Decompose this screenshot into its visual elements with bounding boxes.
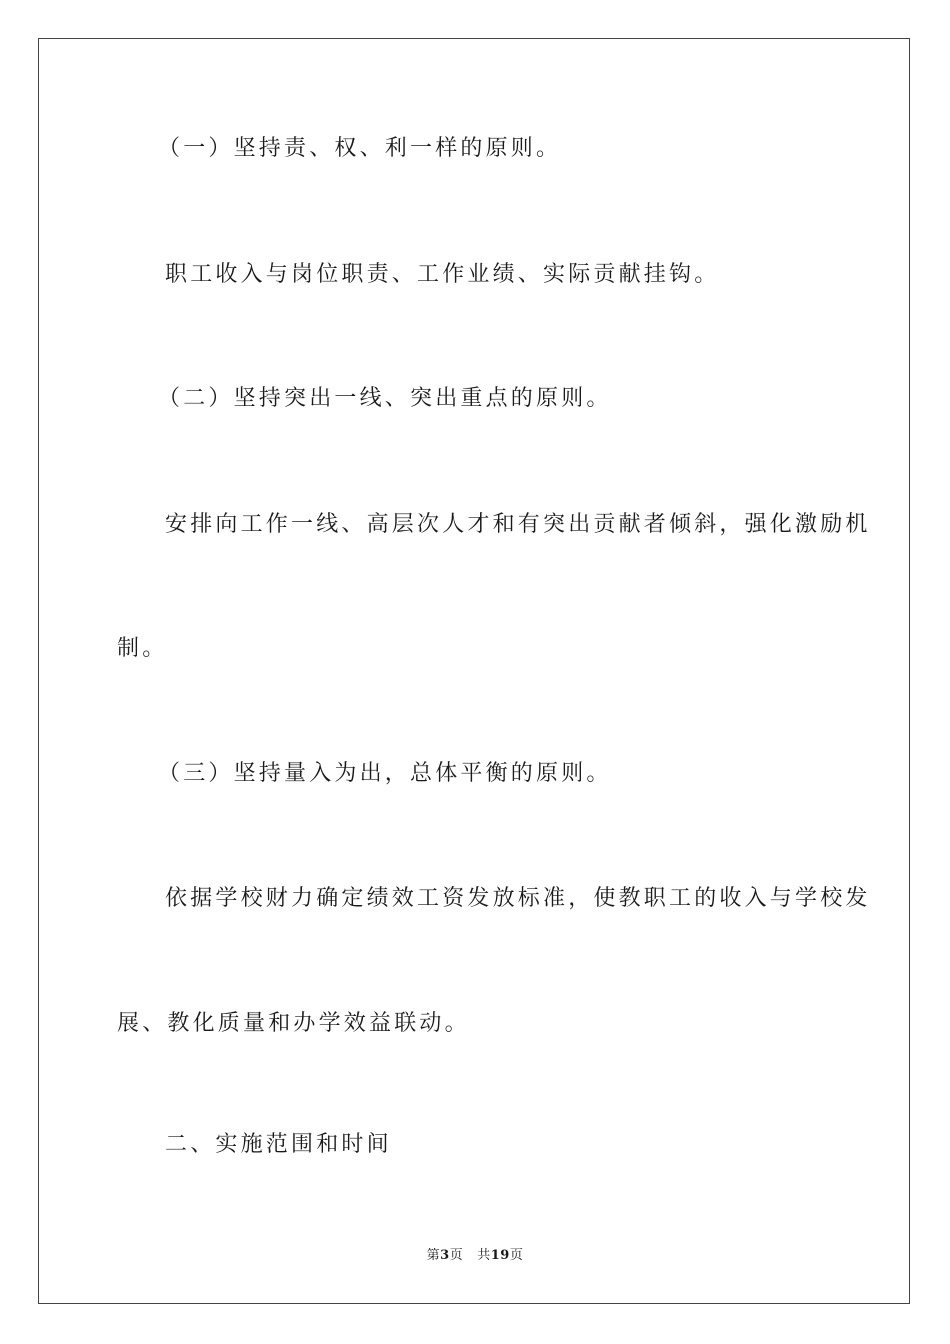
page-suffix: 页 — [449, 1248, 464, 1263]
paragraph-line: 依据学校财力确定绩效工资发放标准，使教职工的收入与学校发 — [165, 886, 871, 911]
principle-heading-2: （二）坚持突出一线、突出重点的原则。 — [158, 386, 612, 411]
paragraph-line: 职工收入与岗位职责、工作业绩、实际贡献挂钩。 — [165, 262, 720, 287]
section-heading: 二、实施范围和时间 — [165, 1132, 392, 1157]
paragraph-line: 展、教化质量和办学效益联动。 — [117, 1011, 470, 1036]
page-footer — [0, 1247, 950, 1265]
total-pages: 19 — [490, 1248, 510, 1263]
total-suffix: 页 — [509, 1248, 524, 1263]
principle-heading-1: （一）坚持责、权、利一样的原则。 — [158, 136, 562, 161]
page-prefix: 第 — [426, 1248, 441, 1263]
paragraph-line: 制。 — [117, 636, 168, 661]
principle-heading-3: （三）坚持量入为出，总体平衡的原则。 — [158, 761, 612, 786]
page-border — [38, 38, 910, 1304]
paragraph-line: 安排向工作一线、高层次人才和有突出贡献者倾斜，强化激励机 — [165, 512, 871, 537]
page-number: 3 — [440, 1248, 450, 1263]
total-prefix: 共 — [477, 1248, 491, 1263]
